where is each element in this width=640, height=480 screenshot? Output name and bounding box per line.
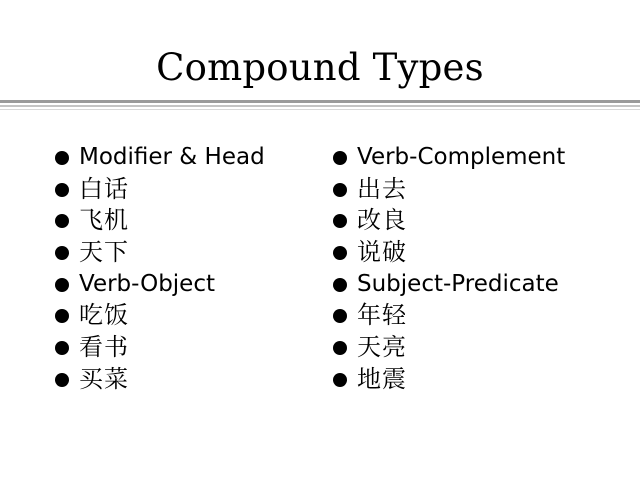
bullet-text: 天亮 xyxy=(357,333,407,362)
bullet-item-example xyxy=(54,364,265,396)
bullet-item-example xyxy=(54,174,265,206)
bullet-text: 年轻 xyxy=(357,301,407,330)
bullet-item-heading xyxy=(54,142,265,174)
bullet-item-example xyxy=(332,364,565,396)
bullet-dot-icon xyxy=(333,309,347,323)
bullet-item-example xyxy=(54,237,265,269)
bullet-item-example xyxy=(332,332,565,364)
bullet-text: 说破 xyxy=(357,238,407,267)
title-divider xyxy=(0,109,640,110)
bullet-text: 天下 xyxy=(79,238,129,267)
bullet-text: Modifier & Head xyxy=(79,144,265,170)
bullet-text: 买菜 xyxy=(79,364,129,393)
bullet-dot-icon xyxy=(333,214,347,228)
right-bullet-list xyxy=(332,142,565,396)
bullet-dot-icon xyxy=(55,373,69,387)
bullet-text: 吃饭 xyxy=(79,301,129,330)
bullet-text: 白话 xyxy=(79,174,129,203)
bullet-item-example xyxy=(332,205,565,237)
bullet-item-example xyxy=(54,205,265,237)
bullet-dot-icon xyxy=(55,309,69,323)
bullet-item-heading xyxy=(332,269,565,301)
bullet-item-example xyxy=(54,332,265,364)
bullet-dot-icon xyxy=(333,246,347,260)
bullet-dot-icon xyxy=(55,246,69,260)
bullet-item-example xyxy=(54,300,265,332)
bullet-dot-icon xyxy=(55,278,69,292)
bullet-text: 飞机 xyxy=(79,206,129,235)
bullet-item-example xyxy=(332,174,565,206)
bullet-text: Verb-Complement xyxy=(357,144,566,170)
bullet-text: 地震 xyxy=(357,364,407,393)
left-bullet-list xyxy=(54,142,265,396)
bullet-text: 看书 xyxy=(79,333,129,362)
bullet-dot-icon xyxy=(333,373,347,387)
bullet-dot-icon xyxy=(333,341,347,355)
bullet-text: 出去 xyxy=(357,174,407,203)
title-divider xyxy=(0,105,640,107)
bullet-dot-icon xyxy=(55,341,69,355)
bullet-dot-icon xyxy=(333,151,347,165)
bullet-dot-icon xyxy=(333,183,347,197)
bullet-item-heading xyxy=(54,269,265,301)
title-divider xyxy=(0,100,640,103)
bullet-text: Verb-Object xyxy=(79,270,216,297)
bullet-item-example xyxy=(332,300,565,332)
bullet-item-example xyxy=(332,237,565,269)
bullet-dot-icon xyxy=(55,151,69,165)
bullet-item-heading xyxy=(332,142,565,174)
bullet-dot-icon xyxy=(55,214,69,228)
slide-title: Compound Types xyxy=(156,46,484,89)
bullet-dot-icon xyxy=(55,183,69,197)
bullet-text: 改良 xyxy=(357,206,407,235)
bullet-text: Subject-Predicate xyxy=(357,270,559,297)
bullet-dot-icon xyxy=(333,278,347,292)
